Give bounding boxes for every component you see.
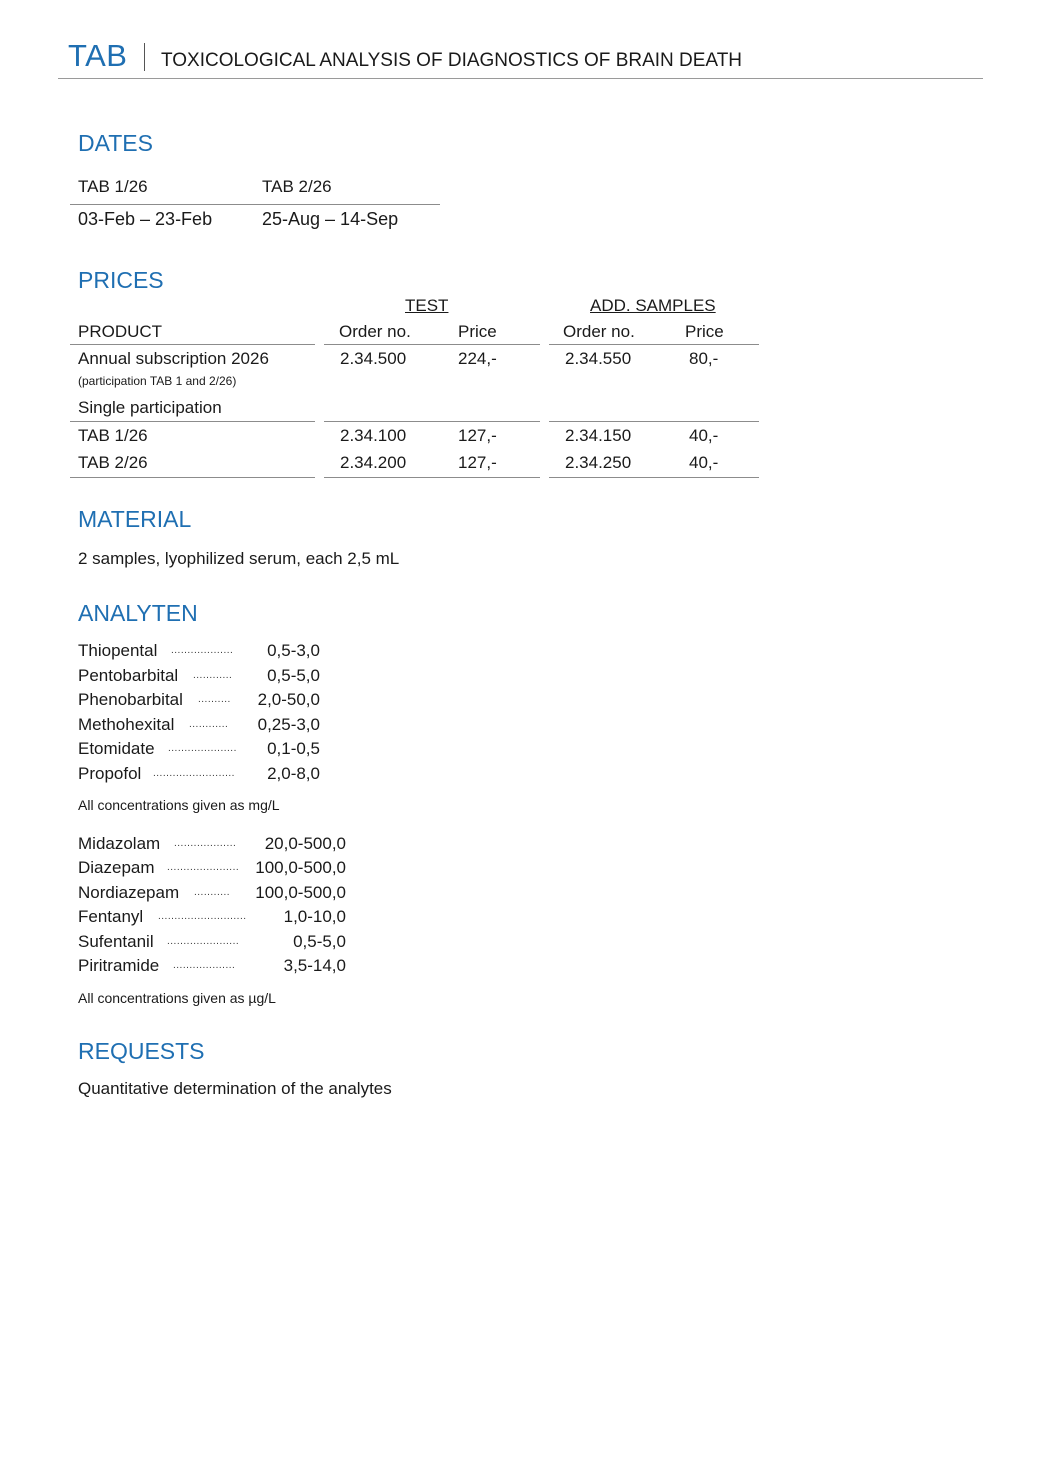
analyte-leader: ..................... xyxy=(168,743,237,754)
analyte-name: Fentanyl xyxy=(78,907,144,926)
annual-test-order: 2.34.500 xyxy=(340,349,407,368)
prices-header-divider-test xyxy=(324,344,540,345)
analyte-leader: ............ xyxy=(193,670,233,681)
analyte-row xyxy=(78,932,346,956)
analyte-name: Etomidate xyxy=(78,739,155,758)
requests-heading: REQUESTS xyxy=(78,1038,205,1064)
analyte-row xyxy=(78,907,346,931)
dates-divider xyxy=(70,204,440,205)
price-row-1-add-order: 2.34.150 xyxy=(565,426,632,445)
analyte-name: Phenobarbital xyxy=(78,690,183,709)
prices-single-divider-add xyxy=(549,421,759,422)
price-row-1-test-price: 127,- xyxy=(458,426,497,445)
price-row-2-test-price: 127,- xyxy=(458,453,497,472)
analyte-name: Piritramide xyxy=(78,956,160,975)
prices-group-test: TEST xyxy=(405,296,449,315)
analyte-range: 1,0-10,0 xyxy=(283,907,346,926)
price-row-1-label: TAB 1/26 xyxy=(78,426,148,445)
analyte-name: Methohexital xyxy=(78,715,175,734)
annual-add-order: 2.34.550 xyxy=(565,349,632,368)
dates-column-1: TAB 1/26 xyxy=(78,177,148,196)
price-row-2-test-order: 2.34.200 xyxy=(340,453,407,472)
prices-bottom-divider-test xyxy=(324,477,540,478)
price-row-2-add-price: 40,- xyxy=(689,453,719,472)
analyte-leader: ............ xyxy=(189,719,229,730)
analyte-range: 100,0-500,0 xyxy=(255,883,346,902)
dates-heading: DATES xyxy=(78,130,153,156)
prices-single-divider-product xyxy=(70,421,315,422)
prices-header-divider-product xyxy=(70,344,315,345)
analyte-name: Thiopental xyxy=(78,641,158,660)
prices-col-add-order: Order no. xyxy=(563,322,635,341)
page-header xyxy=(58,34,983,79)
analyte-range: 20,0-500,0 xyxy=(264,834,346,853)
material-text: 2 samples, lyophilized serum, each 2,5 mL xyxy=(78,549,400,568)
prices-heading: PRICES xyxy=(78,267,164,293)
analyten-heading: ANALYTEN xyxy=(78,600,198,626)
analyte-range: 0,5-5,0 xyxy=(293,932,346,951)
analyte-name: Midazolam xyxy=(78,834,161,853)
price-row-1-test-order: 2.34.100 xyxy=(340,426,407,445)
analyte-row xyxy=(78,764,320,788)
prices-single-divider-test xyxy=(324,421,540,422)
prices-group-add-samples: ADD. SAMPLES xyxy=(590,296,716,315)
analyte-leader: ........... xyxy=(194,887,231,898)
analyte-range: 3,5-14,0 xyxy=(283,956,346,975)
analyte-row xyxy=(78,834,346,858)
prices-bottom-divider-product xyxy=(70,477,315,478)
material-heading: MATERIAL xyxy=(78,506,192,532)
annual-subscription-label: Annual subscription 2026 xyxy=(78,349,269,368)
annual-test-price: 224,- xyxy=(458,349,497,368)
analyte-range: 0,5-3,0 xyxy=(267,641,320,660)
requests-text: Quantitative determination of the analytes xyxy=(78,1079,392,1098)
price-row-2-add-order: 2.34.250 xyxy=(565,453,632,472)
document-code: TAB xyxy=(68,38,128,73)
analyte-name: Nordiazepam xyxy=(78,883,180,902)
price-row-1-add-price: 40,- xyxy=(689,426,719,445)
analyte-row xyxy=(78,883,346,907)
analyte-name: Propofol xyxy=(78,764,142,783)
annual-subscription-note: (participation TAB 1 and 2/26) xyxy=(78,374,237,388)
analyte-name: Diazepam xyxy=(78,858,155,877)
analyte-group-1-note: All concentrations given as mg/L xyxy=(78,797,280,813)
analyte-range: 0,5-5,0 xyxy=(267,666,320,685)
analyte-row xyxy=(78,858,346,882)
analyte-leader: ................... xyxy=(174,838,237,849)
prices-col-test-price: Price xyxy=(458,322,497,341)
price-row-2-label: TAB 2/26 xyxy=(78,453,148,472)
analyte-leader: ...................... xyxy=(167,862,240,873)
annual-add-price: 80,- xyxy=(689,349,719,368)
prices-col-add-price: Price xyxy=(685,322,724,341)
analyte-range: 100,0-500,0 xyxy=(255,858,346,877)
document-title: TOXICOLOGICAL ANALYSIS OF DIAGNOSTICS OF BRAIN DEATH xyxy=(161,50,743,71)
analyte-row xyxy=(78,715,320,739)
dates-value-1: 03-Feb – 23-Feb xyxy=(78,209,213,229)
prices-col-test-order: Order no. xyxy=(339,322,411,341)
analyte-range: 0,25-3,0 xyxy=(257,715,320,734)
analyte-leader: ........................... xyxy=(158,911,247,922)
analyte-row xyxy=(78,690,320,714)
analyte-row xyxy=(78,641,320,665)
analyte-leader: ......................... xyxy=(153,768,235,779)
analyte-row xyxy=(78,666,320,690)
header-divider xyxy=(144,43,145,71)
analyte-leader: ................... xyxy=(171,645,234,656)
analyte-leader: .......... xyxy=(198,694,231,705)
analyte-range: 2,0-8,0 xyxy=(267,764,320,783)
analyte-range: 0,1-0,5 xyxy=(267,739,320,758)
prices-bottom-divider-add xyxy=(549,477,759,478)
analyte-row xyxy=(78,739,320,763)
dates-value-2: 25-Aug – 14-Sep xyxy=(262,209,399,229)
analyte-leader: ................... xyxy=(173,960,236,971)
prices-col-product: PRODUCT xyxy=(78,322,163,341)
prices-header-divider-add xyxy=(549,344,759,345)
analyte-leader: ...................... xyxy=(167,936,240,947)
analyte-row xyxy=(78,956,346,980)
analyte-name: Pentobarbital xyxy=(78,666,179,685)
dates-column-2: TAB 2/26 xyxy=(262,177,332,196)
analyte-range: 2,0-50,0 xyxy=(257,690,320,709)
single-participation-label: Single participation xyxy=(78,398,222,417)
analyte-name: Sufentanil xyxy=(78,932,154,951)
analyte-group-2-note: All concentrations given as µg/L xyxy=(78,990,276,1006)
